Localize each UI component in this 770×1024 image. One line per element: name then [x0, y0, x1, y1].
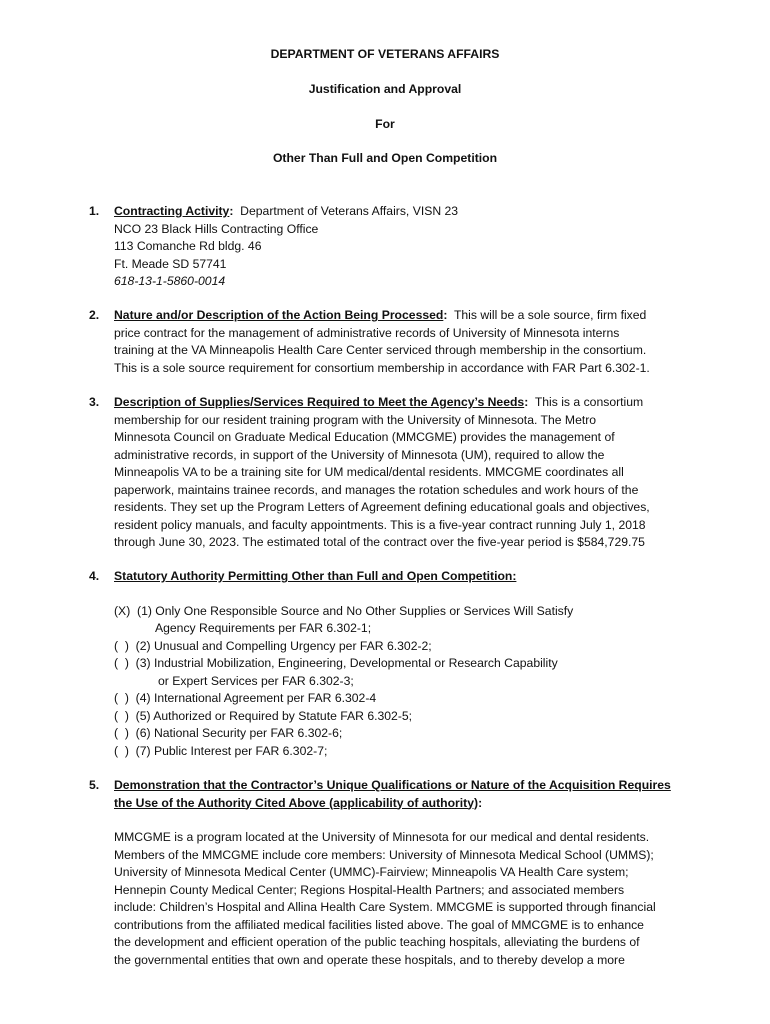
authority-option-continued: Agency Requirements per FAR 6.302-1;: [155, 621, 372, 635]
section-heading: the Use of the Authority Cited Above (applicability of authority): [114, 795, 479, 810]
section-heading: Description of Supplies/Services Required to Meet the Agency’s Needs: [114, 395, 525, 409]
paragraph-line: the development and efficient operation of the public teaching hospitals, alleviating the burdens of: [114, 935, 640, 949]
section-number: 4.: [89, 569, 100, 583]
authority-option: (X) (1) Only One Responsible Source and No Other Supplies or Services Will Satisfy: [114, 603, 574, 618]
section-first-line: [114, 307, 689, 325]
address-line: Ft. Meade SD 57741: [114, 256, 227, 271]
section-body: [114, 568, 689, 760]
paragraph-line: Hennepin County Medical Center; Regions Hospital-Health Partners; and associated members: [114, 882, 625, 897]
paragraph-line: MMCGME is a program located at the University of Minnesota for our medical and dental residents.: [114, 830, 650, 844]
section-number: 5.: [89, 778, 100, 792]
section-number: 2.: [89, 308, 100, 322]
paragraph-line: paperwork, maintains trainee records, and manages the rotation schedules and work hours of the: [114, 482, 639, 497]
paragraph-line: Minnesota Council on Graduate Medical Education (MMCGME) provides the management of: [114, 430, 615, 444]
section-text: This will be a sole source, firm fixed: [447, 308, 647, 322]
authority-option: ( ) (3) Industrial Mobilization, Engineering, Developmental or Research Capability: [114, 656, 558, 670]
authority-option-continued: or Expert Services per FAR 6.302-3;: [158, 673, 354, 688]
section-body: [114, 394, 689, 552]
paragraph-line: training at the VA Minneapolis Health Care Center serviced through membership in the consortium.: [114, 343, 647, 357]
section-body: [114, 203, 689, 291]
paragraph-line: administrative records, in support of the University of Minnesota (UM), required to allow the: [114, 447, 605, 462]
agency-title: DEPARTMENT OF VETERANS AFFAIRS: [270, 47, 500, 61]
section-text: This is a consortium: [528, 395, 644, 409]
section-body: [114, 307, 689, 377]
heading-colon: :: [229, 204, 234, 218]
paragraph-line: price contract for the management of administrative records of University of Minnesota interns: [114, 325, 620, 340]
authority-option: ( ) (7) Public Interest per FAR 6.302-7;: [114, 743, 328, 758]
title-connector: For: [375, 117, 395, 131]
authority-option: ( ) (6) National Security per FAR 6.302-6;: [114, 726, 343, 740]
paragraph-line: membership for our resident training program with the University of Minnesota. The Metro: [114, 412, 597, 427]
activity-code: 618-13-1-5860-0014: [114, 274, 226, 288]
section-heading: Contracting Activity: [114, 204, 230, 218]
paragraph-line: Members of the MMCGME include core members: University of Minnesota Medical School (UMMS);: [114, 847, 654, 862]
section-number: 1.: [89, 204, 100, 218]
section-first-line: [114, 394, 689, 412]
section-heading: Demonstration that the Contractor’s Unique Qualifications or Nature of the Acquisition Requires: [114, 778, 671, 792]
address-line: 113 Comanche Rd bldg. 46: [114, 239, 262, 253]
paragraph-line: resident policy manuals, and faculty appointments. This is a five-year contract running July 1, 2018: [114, 517, 646, 532]
paragraph-line: residents. They set up the Program Letters of Agreement defining educational goals and objectives,: [114, 500, 650, 514]
heading-colon: :: [524, 395, 529, 409]
authority-option: ( ) (5) Authorized or Required by Statute FAR 6.302-5;: [114, 708, 413, 723]
document-title: Justification and Approval: [308, 82, 462, 96]
document-subtitle: Other Than Full and Open Competition: [272, 151, 498, 165]
heading-colon: :: [443, 308, 448, 322]
section-text: Department of Veterans Affairs, VISN 23: [233, 204, 459, 218]
section-heading: Statutory Authority Permitting Other than Full and Open Competition:: [114, 569, 517, 583]
paragraph-line: This is a sole source requirement for consortium membership in accordance with FAR Part 6.302-1.: [114, 360, 650, 375]
authority-option: ( ) (2) Unusual and Compelling Urgency per FAR 6.302-2;: [114, 638, 432, 653]
paragraph-line: through June 30, 2023. The estimated total of the contract over the five-year period is $584,729.75: [114, 535, 645, 549]
section-first-line: [114, 203, 689, 221]
section-heading-continued: [114, 795, 689, 813]
section-heading: Nature and/or Description of the Action Being Processed: [114, 308, 444, 322]
authority-option: ( ) (4) International Agreement per FAR 6.302-4: [114, 691, 377, 705]
paragraph-line: contributions from the affiliated medical facilities listed above. The goal of MMCGME is to enhance: [114, 917, 644, 932]
paragraph-line: University of Minnesota Medical Center (UMMC)-Fairview; Minneapolis VA Health Care system;: [114, 865, 629, 879]
paragraph-line: the governmental entities that own and operate these hospitals, and to thereby develop a more: [114, 952, 625, 967]
section-body: [114, 777, 689, 969]
heading-colon: :: [478, 795, 483, 810]
section-number: 3.: [89, 395, 100, 409]
address-line: NCO 23 Black Hills Contracting Office: [114, 221, 319, 236]
paragraph-line: include: Children’s Hospital and Allina Health Care System. MMCGME is supported through financial: [114, 900, 656, 914]
paragraph-line: Minneapolis VA to be a training site for UM medical/dental residents. MMCGME coordinates all: [114, 465, 624, 479]
